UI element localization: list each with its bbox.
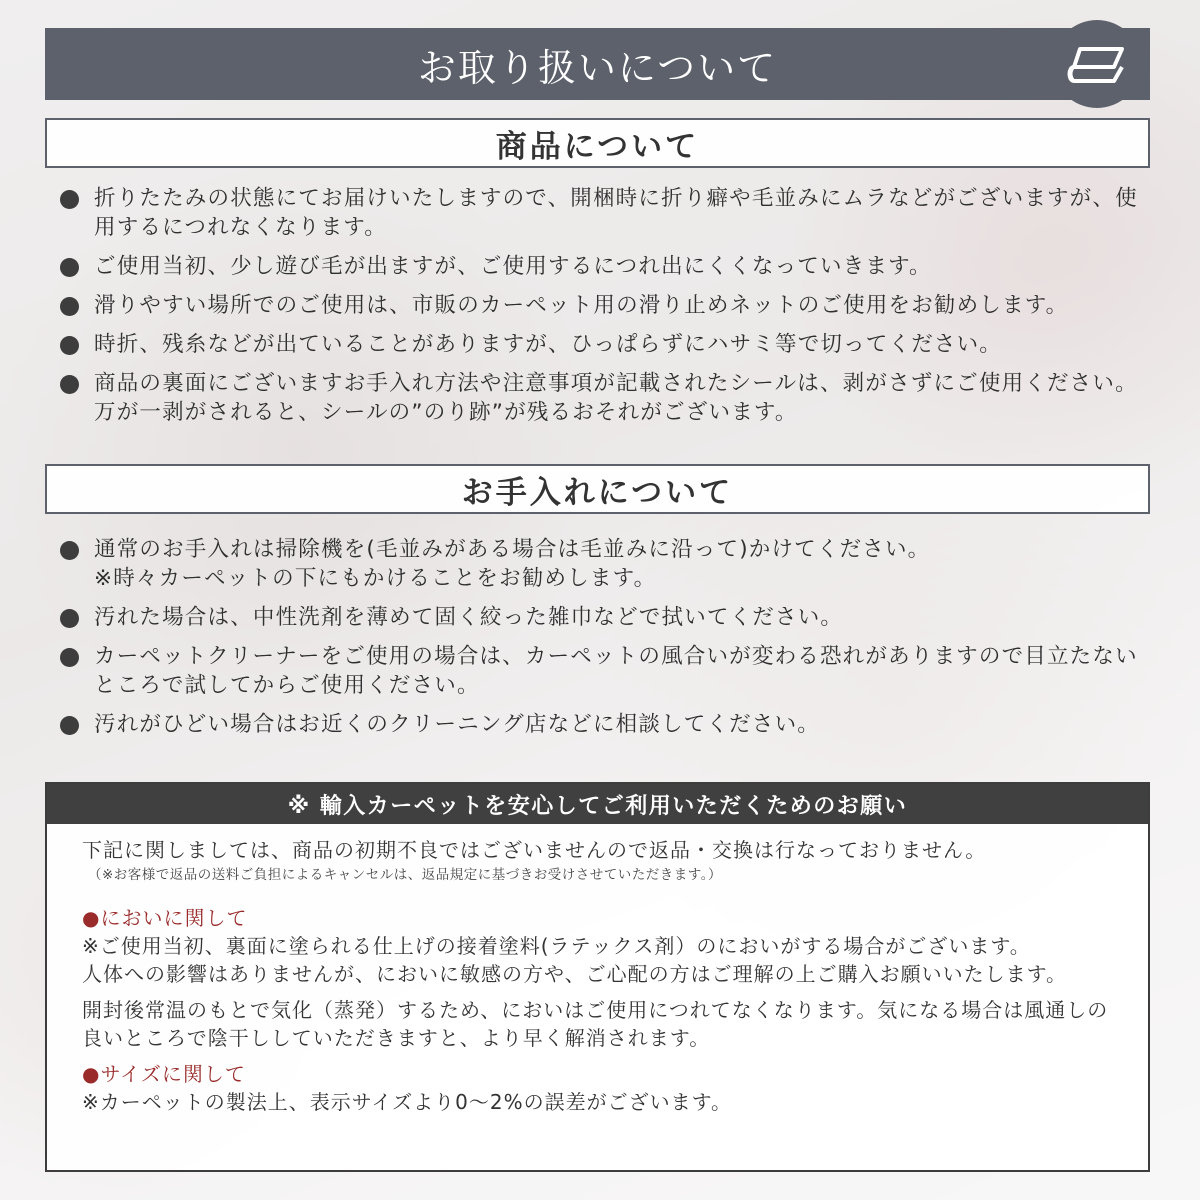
page-title-banner	[45, 28, 1150, 100]
care-section-title: お手入れについて	[461, 474, 734, 511]
bullet-icon	[60, 375, 79, 394]
notice-body	[47, 824, 1148, 1116]
odor-line-2: 人体への影響はありませんが、においに敏感の方や、ご心配の方はご理解の上ご購入お願いいたします。	[82, 962, 1067, 986]
bullet-icon	[60, 190, 79, 209]
list-item: 通常のお手入れは掃除機を(毛並みがある場合は毛並みに沿って)かけてください。 ※時々カーペットの下にもかけることをお勧めします。	[58, 535, 1148, 593]
size-heading: ●サイズに関して	[82, 1062, 246, 1086]
notice-small-text: （※お客様で返品の送料ご負担によるキャンセルは、返品規定に基づきお受けさせていただきます。）	[88, 867, 722, 883]
product-notes-list	[58, 184, 1148, 437]
care-notes-list	[58, 535, 1148, 749]
bullet-icon	[60, 716, 79, 735]
bullet-icon	[60, 648, 79, 667]
bullet-icon	[60, 541, 79, 560]
list-item: 折りたたみの状態にてお届けいたしますので、開梱時に折り癖や毛並みにムラなどがございますが、使用するにつれなくなります。	[58, 184, 1148, 242]
bullet-icon	[60, 609, 79, 628]
list-item: カーペットクリーナーをご使用の場合は、カーペットの風合いが変わる恐れがありますので目立たないところで試してからご使用ください。	[58, 642, 1148, 700]
list-item: 商品の裏面にございますお手入れ方法や注意事項が記載されたシールは、剥がさずにご使用ください。万が一剥がされると、シールの”のり跡”が残るおそれがございます。	[58, 369, 1148, 427]
odor-heading: ●においに関して	[82, 906, 248, 930]
import-carpet-notice	[45, 782, 1150, 1172]
rolled-carpet-icon	[1053, 20, 1141, 108]
odor-line-1: ※ご使用当初、裏面に塗られる仕上げの接着塗料(ラテックス剤）のにおいがする場合がございます。	[82, 934, 1031, 958]
list-item: 汚れた場合は、中性洗剤を薄めて固く絞った雑巾などで拭いてください。	[58, 603, 1148, 632]
list-item: 滑りやすい場所でのご使用は、市販のカーペット用の滑り止めネットのご使用をお勧めします。	[58, 291, 1148, 320]
notice-main-text: 下記に関しましては、商品の初期不良ではございませんので返品・交換は行なっておりません。	[82, 838, 987, 862]
odor-paragraph: 開封後常温のもとで気化（蒸発）するため、においはご使用につれてなくなります。気になる場合は風通しの良いところで陰干ししていただきますと、より早く解消されます。	[82, 998, 1109, 1050]
bullet-icon	[60, 297, 79, 316]
list-item: 汚れがひどい場合はお近くのクリーニング店などに相談してください。	[58, 710, 1148, 739]
page-title: お取り扱いについて	[417, 45, 778, 90]
list-item: 時折、残糸などが出ていることがありますが、ひっぱらずにハサミ等で切ってください。	[58, 330, 1148, 359]
list-item: ご使用当初、少し遊び毛が出ますが、ご使用するにつれ出にくくなっていきます。	[58, 252, 1148, 281]
bullet-icon	[60, 336, 79, 355]
size-text: ※カーペットの製法上、表示サイズより0〜2%の誤差がございます。	[82, 1090, 733, 1114]
product-section-title: 商品について	[495, 128, 700, 165]
notice-title: ※ 輸入カーペットを安心してご利用いただくためのお願い	[47, 784, 1148, 824]
product-section-header	[45, 118, 1150, 168]
bullet-icon	[60, 258, 79, 277]
care-section-header	[45, 464, 1150, 514]
